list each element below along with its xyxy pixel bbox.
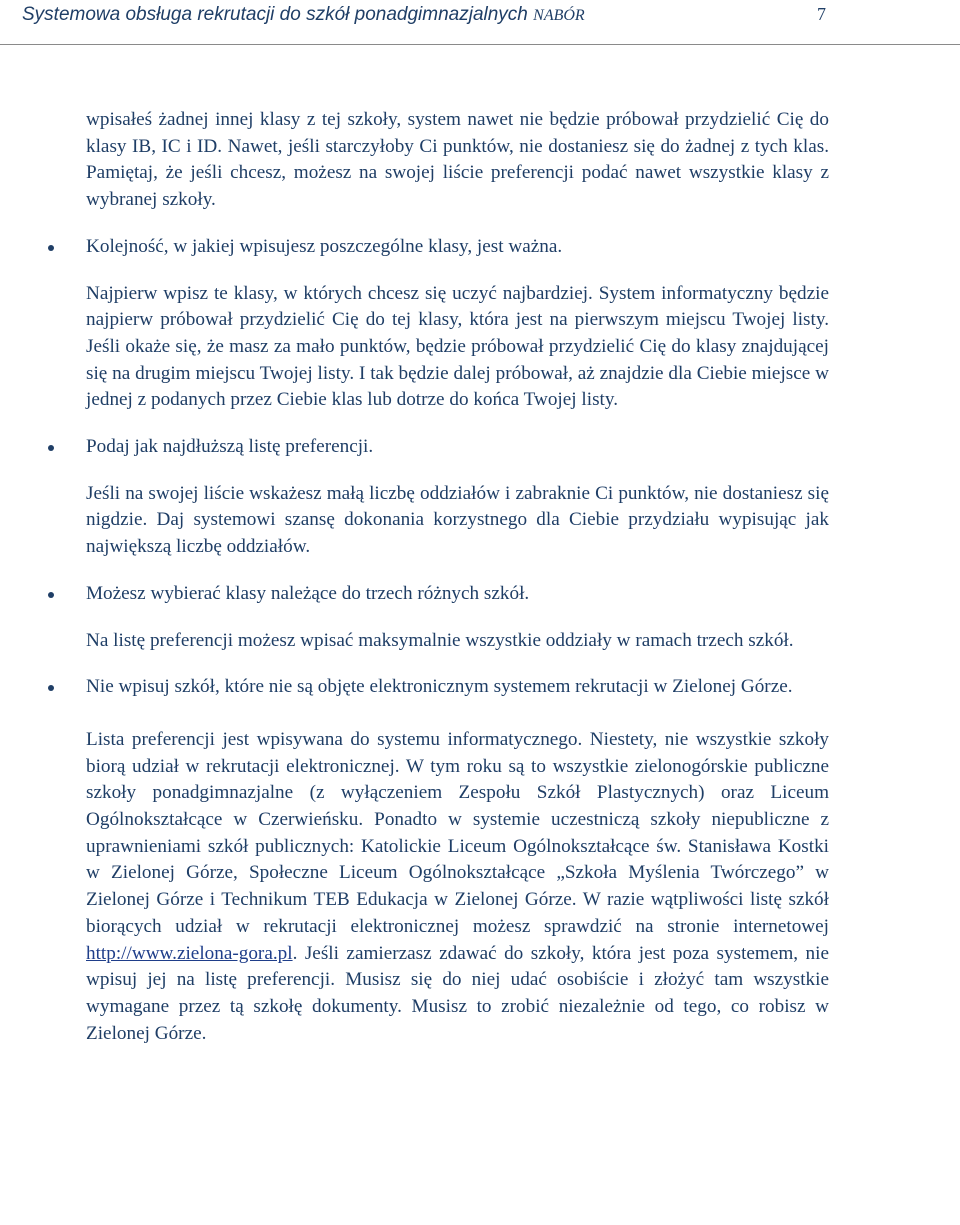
bullet-text: Możesz wybierać klasy należące do trzech różnych szkół.: [86, 582, 530, 604]
page-number: 7: [817, 4, 826, 24]
bullet-no-outside-schools: [86, 674, 829, 701]
website-link[interactable]: http://www.zielona-gora.pl: [86, 942, 293, 964]
paragraph-class-selection: wpisałeś żadnej innej klasy z tej szkoły, system nawet nie będzie próbował przydzielić Cię do klasy IB, IC i ID. Nawet, jeśli starczyłoby Ci punktów, nie dostaniesz się do żadnej z tych klas. Pamiętaj, że jeśli chcesz, możesz na swojej liście preferencji podać nawet wszystkie klasy z wybranej szkoły.: [86, 109, 829, 211]
bullet-icon: [48, 685, 54, 691]
bullet-icon: [48, 592, 54, 598]
header-divider: [0, 44, 960, 45]
bullet-text: Kolejność, w jakiej wpisujesz poszczególne klasy, jest ważna.: [86, 235, 563, 257]
bullet-text: Nie wpisuj szkół, które nie są objęte elektronicznym systemem rekrutacji w Zielonej Górze.: [86, 676, 793, 698]
bullet-order-matters: [86, 234, 829, 261]
document-title-text: Systemowa obsługa rekrutacji do szkół ponadgimnazjalnych: [22, 4, 528, 25]
bullet-longest-list: [86, 434, 829, 461]
bullet-text: Podaj jak najdłuższą listę preferencji.: [86, 436, 374, 458]
paragraph-max-units: Na listę preferencji możesz wpisać maksymalnie wszystkie oddziały w ramach trzech szkół.: [86, 629, 794, 651]
bullet-icon: [48, 445, 54, 451]
page-header: [0, 0, 960, 44]
paragraph-list-length: Jeśli na swojej liście wskażesz małą liczbę oddziałów i zabraknie Ci punktów, nie dostaniesz się nigdzie. Daj systemowi szansę dokonania korzystnego dla Ciebie przydziału wypisując jak największą liczbę oddziałów.: [86, 482, 829, 558]
document-body: [86, 107, 829, 1047]
bullet-icon: [48, 245, 54, 251]
document-title: [22, 4, 585, 26]
paragraph-text: Lista preferencji jest wpisywana do systemu informatycznego. Niestety, nie wszystkie szkoły biorą udział w rekrutacji elektronicznej. W tym roku są to wszystkie zielonogórskie publiczne szkoły ponadgimnazjalne (z wyłączeniem Zespołu Szkół Plastycznych) oraz Liceum Ogólnokształcące w Czerwieńsku. Ponadto w systemie uczestniczą szkoły niepubliczne z uprawnieniami szkół publicznych: Katolickie Liceum Ogólnokształcące św. Stanisława Kostki w Zielonej Górze, Społeczne Liceum Ogólnokształcące „Szkoła Myślenia Twórczego” w Zielonej Górze i Technikum TEB Edukacja w Zielonej Górze. W razie wątpliwości listę szkół biorących udział w rekrutacji elektronicznej możesz sprawdzić na stronie internetowej: [86, 728, 829, 937]
paragraph-text-continued: . Jeśli zamierzasz zdawać do szkoły, która jest poza systemem, nie wpisuj jej na listę preferencji. Musisz się do niej udać osobiście i złożyć tam wszystkie wymagane przez tą szkołę dokumenty. Musisz to zrobić niezależnie od tego, co robisz w Zielonej Górze.: [86, 942, 829, 1044]
paragraph-participating-schools: [86, 727, 829, 1047]
document-subtitle: NABÓR: [533, 7, 585, 24]
bullet-three-schools: [86, 581, 829, 608]
paragraph-order-explanation: Najpierw wpisz te klasy, w których chcesz się uczyć najbardziej. System informatyczny będzie najpierw próbował przydzielić Cię do tej klasy, która jest na pierwszym miejscu Twojej listy. Jeśli okaże się, że masz za mało punktów, będzie próbował przydzielić Cię do klasy znajdującej się na drugim miejscu Twojej listy. I tak będzie dalej próbował, aż znajdzie dla Ciebie miejsce w jednej z podanych przez Ciebie klas lub dotrze do końca Twojej listy.: [86, 282, 829, 411]
